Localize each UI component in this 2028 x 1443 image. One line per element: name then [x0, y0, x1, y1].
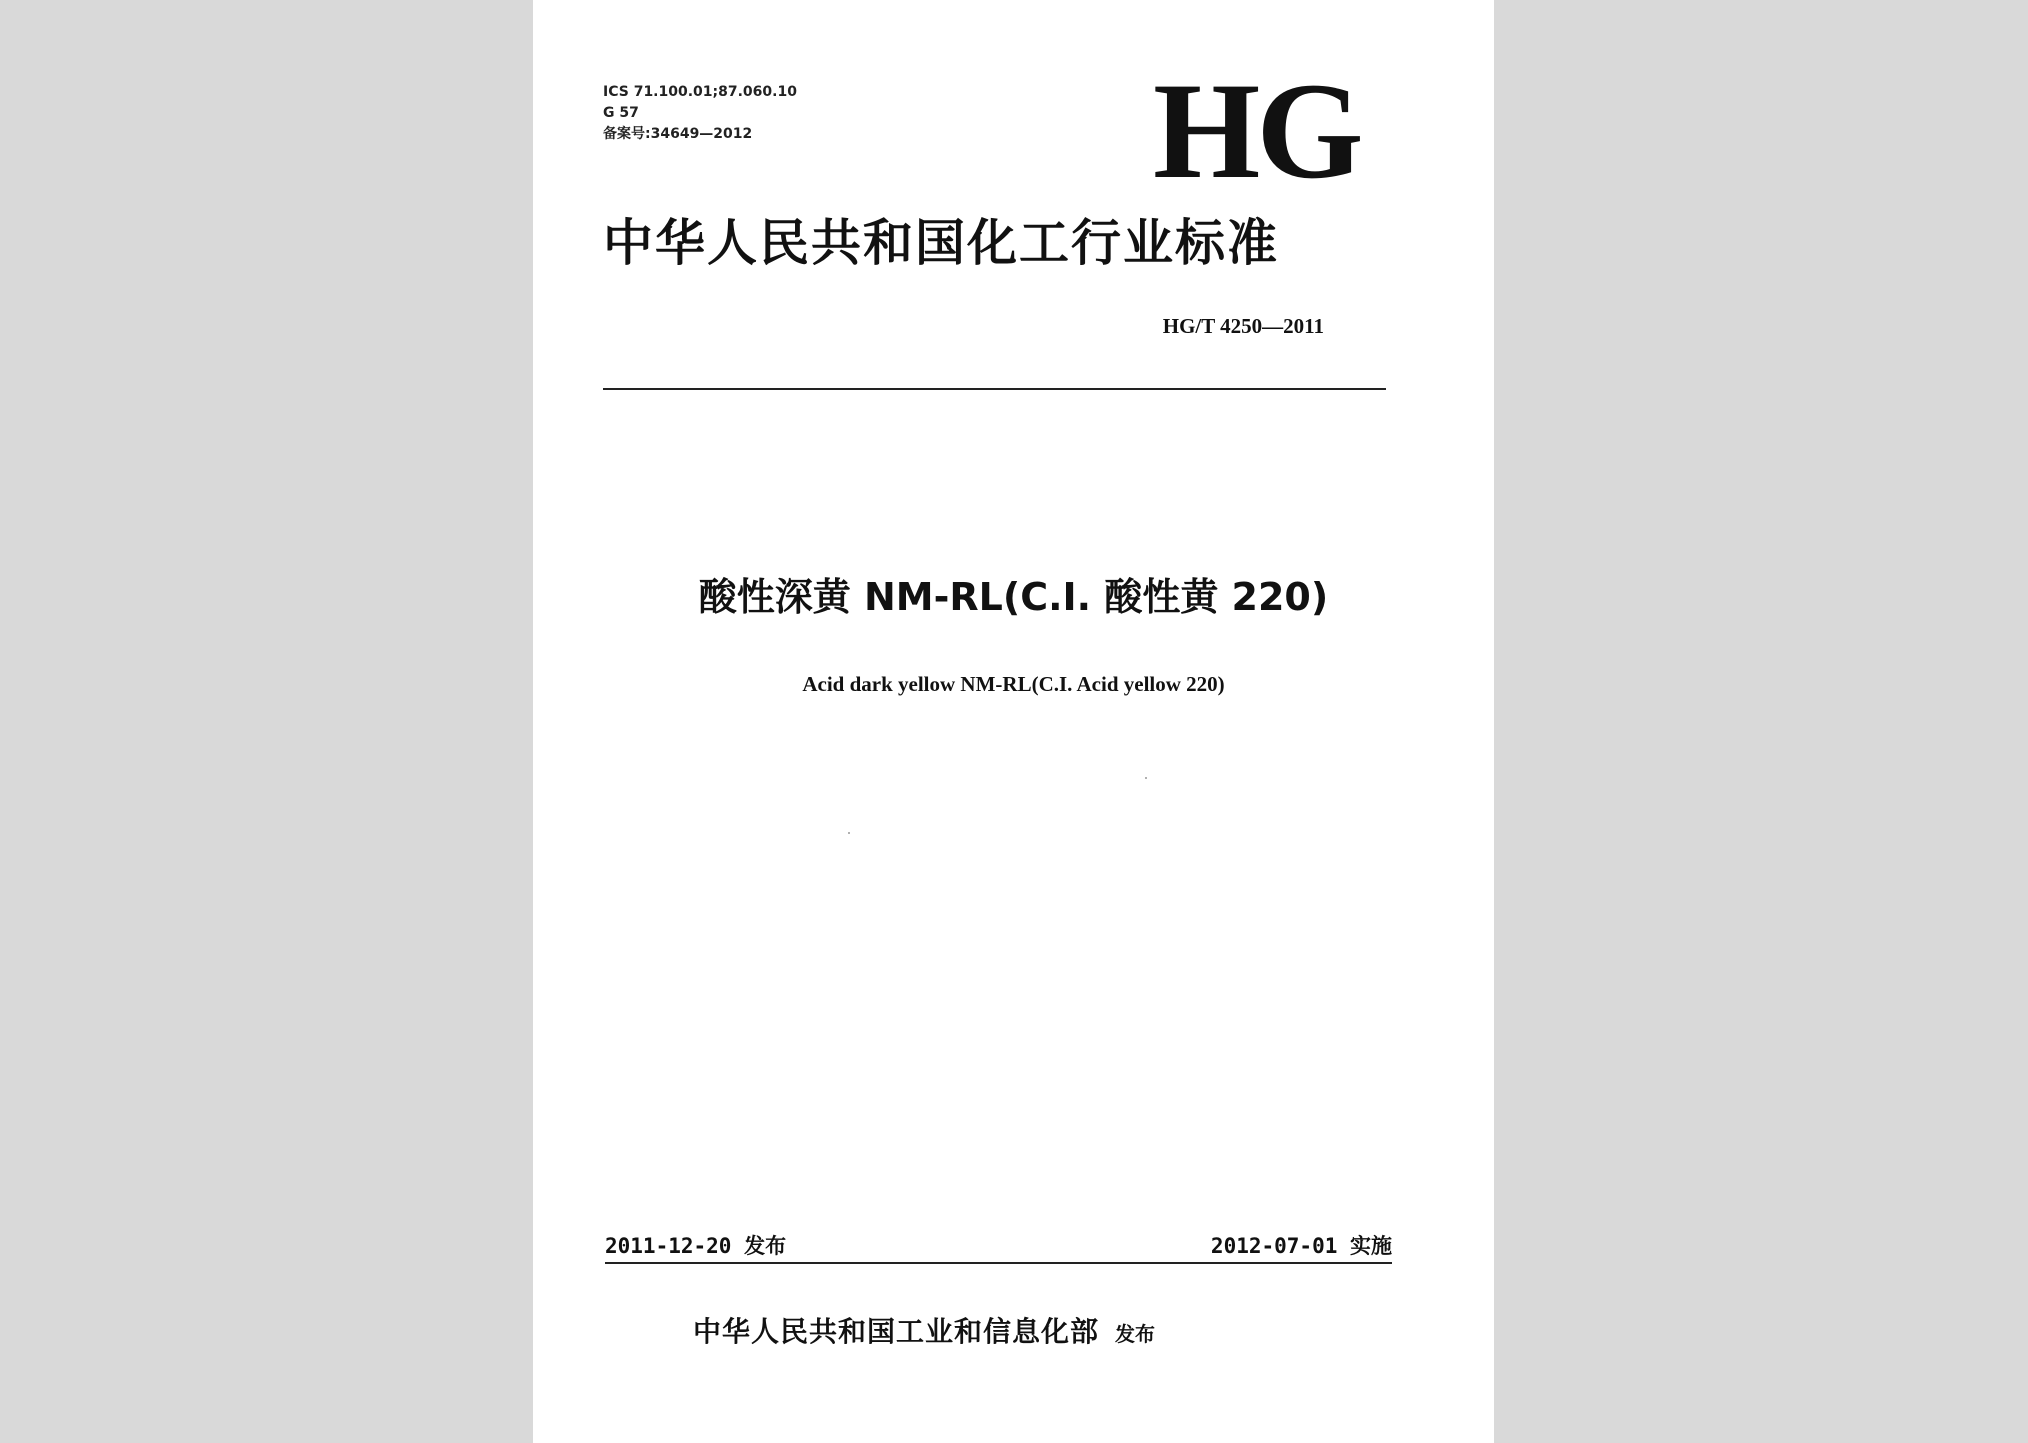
standard-category-title: 中华人民共和国化工行业标准 — [603, 214, 1279, 272]
publisher-name: 中华人民共和国工业和信息化部 — [693, 1315, 1100, 1348]
ccs-code: G 57 — [603, 105, 639, 121]
implementation-date: 2012-07-01 实施 — [1210, 1234, 1392, 1258]
document-title-en: Acid dark yellow NM-RL(C.I. Acid yellow 220) — [802, 672, 1225, 696]
document-page — [533, 0, 1494, 1443]
filing-number: 备案号:34649—2012 — [603, 126, 753, 142]
publisher-suffix: 发布 — [1115, 1322, 1156, 1346]
footer-divider — [605, 1262, 1392, 1264]
scan-speck — [1145, 777, 1147, 779]
header-divider — [603, 388, 1386, 390]
document-title-cn: 酸性深黄 NM-RL(C.I. 酸性黄 220) — [698, 575, 1329, 619]
publisher-line — [693, 1310, 1155, 1350]
hg-logo: HG — [1153, 54, 1360, 207]
scan-speck — [848, 832, 850, 834]
standard-number: HG/T 4250—2011 — [1162, 314, 1324, 338]
ics-code: ICS 71.100.01;87.060.10 — [603, 84, 797, 100]
classification-block — [603, 82, 797, 145]
dates-row — [605, 1230, 1392, 1260]
issue-date: 2011-12-20 发布 — [605, 1234, 787, 1258]
